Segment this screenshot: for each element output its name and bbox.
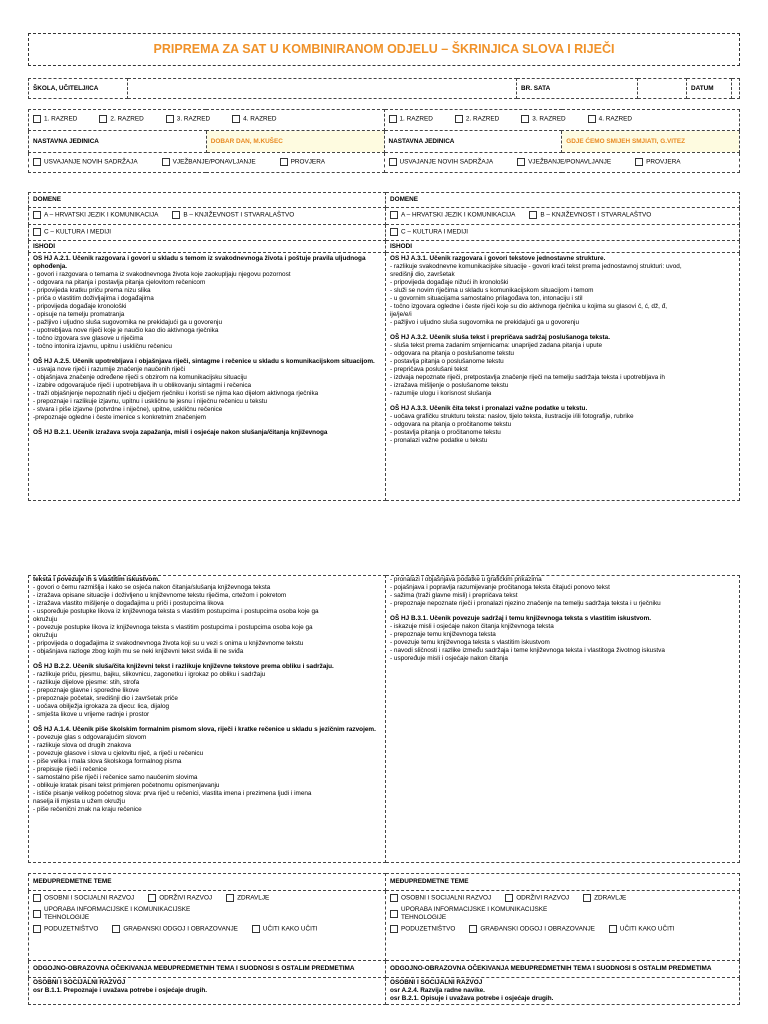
right-domain-row-2: [386, 225, 740, 241]
outcome-item: - sažima (traži glavne misli) i prepričava tekst: [390, 592, 518, 599]
outcome-item: - razlikuje dijelove pjesme: stih, strofa: [33, 679, 140, 686]
right-cross-ict[interactable]: UPORABA INFORMACIJSKE I KOMUNIKACIJSKE TEHNOLOGIJE: [390, 906, 735, 922]
outcome-item: naselja ili mjesta u užem okružju: [33, 798, 125, 805]
right-type-row: [384, 153, 740, 173]
outcome-item: okružuju: [33, 616, 58, 623]
outcome-item: - pripovijeda događaje kronološki: [33, 303, 127, 310]
outcome-item: - prepoznaje glavne i sporedne likove: [33, 687, 139, 694]
outcome-heading: OŠ HJ A.3.1. Učenik razgovara i govori tekstove jednostavne strukture.: [390, 255, 606, 262]
outcome-item: - pronalazi važne podatke u tekstu: [390, 437, 488, 444]
left-cross-entrepreneurship[interactable]: PODUZETNIŠTVO: [33, 925, 98, 934]
left-grade-4[interactable]: 4. RAZRED: [232, 115, 276, 124]
right-cross-sustainable[interactable]: ODRŽIVI RAZVOJ: [505, 894, 569, 903]
checkbox-icon: [389, 158, 397, 166]
outcome-item: - usvaja nove riječi i razumije značenje naučenih riječi: [33, 366, 186, 373]
left-type-check[interactable]: PROVJERA: [280, 158, 325, 167]
school-row: [28, 78, 740, 99]
outcome-item: - postavlja pitanja o poslušanome tekstu: [390, 358, 504, 365]
left-domains-label: DOMENE: [29, 193, 386, 208]
outcome-item: - objašnjava značenje određene riječi s obzirom na komunikacijsku situaciju: [33, 374, 247, 381]
outcome-item: - pojašnjava i popravlja razumijevanje pročitanoga teksta čitajući ponovo tekst: [390, 584, 610, 591]
right-grade-2[interactable]: 2. RAZRED: [455, 115, 499, 124]
outcome-heading: OŠ HJ A.2.5. Učenik upotrebljava i objašnjava riječi, sintagme i rečenice u skladu s komunikacijskom situacijom.: [33, 358, 375, 365]
checkbox-icon: [148, 894, 156, 902]
left-domain-b[interactable]: B – KNJIŽEVNOST I STVARALAŠTVO: [172, 211, 294, 220]
left-cross-civic[interactable]: GRAĐANSKI ODGOJ I OBRAZOVANJE: [112, 925, 238, 934]
outcome-item: - uspoređuje postupke likova iz književnoga teksta s vlastitim postupcima i postupcima osoba koje ga: [33, 608, 319, 615]
checkbox-icon: [588, 115, 596, 123]
right-expectations: OSOBNI I SOCIJALNI RAZVOJ osr A.2.4. Razvija radne navike. osr B.2.1. Opisuje i uvažava potrebe i osjećaje drugih.: [386, 978, 740, 1005]
left-domain-row-2: [29, 225, 386, 241]
outcome-item: - uočava grafičku strukturu teksta: naslov, tijelo teksta, ilustracije i/ili fotografije, rubrike: [390, 413, 634, 420]
right-grade-3[interactable]: 3. RAZRED: [521, 115, 565, 124]
left-expectations: OSOBNI I SOCIJALNI RAZVOJ osr B.1.1. Prepoznaje i uvažava potrebe i osjećaje drugih.: [29, 978, 386, 1005]
outcome-item: - povezuje glas s odgovarajućim slovom: [33, 734, 147, 741]
outcome-item: - prepoznaje i razlikuje izjavnu, upitnu i uskličnu te jesnu i niječnu rečenicu u tekstu: [33, 398, 268, 405]
outcome-item: - izražava opisane situacije i doživljeno u književnome tekstu riječima, crtežom i pokretom: [33, 592, 287, 599]
left-cross-options: [29, 891, 386, 961]
lesson-info-table: [28, 109, 740, 173]
right-cross-learn[interactable]: UČITI KAKO UČITI: [609, 925, 675, 934]
page-title: PRIPREMA ZA SAT U KOMBINIRANOM ODJELU – ŠKRINJICA SLOVA I RIJEČI: [28, 33, 740, 66]
outcome-item: - služi se novim riječima u skladu s komunikacijskom situacijom i temom: [390, 287, 594, 294]
outcome-heading: OŠ HJ B.3.1. Učenik povezuje sadržaj i temu književnoga teksta s vlastitim iskustvom.: [390, 615, 652, 622]
outcome-item: - pripovijeda o događajima iz svakodnevnoga života koji su u vezi s onima u književnome tekstu: [33, 640, 304, 647]
outcome-block: [33, 663, 381, 719]
left-cross-personal[interactable]: OSOBNI I SOCIJALNI RAZVOJ: [33, 894, 134, 903]
outcome-item: - postavlja pitanja o pročitanome tekstu: [390, 429, 501, 436]
outcome-block: [390, 334, 735, 398]
checkbox-icon: [390, 925, 398, 933]
outcome-item: - uočava obilježja igrokaza za djecu: lica, dijalog: [33, 703, 170, 710]
right-type-new[interactable]: USVAJANJE NOVIH SADRŽAJA: [389, 158, 494, 167]
checkbox-icon: [280, 158, 288, 166]
right-cross-entrepreneurship[interactable]: PODUZETNIŠTVO: [390, 925, 455, 934]
right-domains-label: DOMENE: [386, 193, 740, 208]
left-cross-label: MEĐUPREDMETNE TEME: [29, 874, 386, 891]
checkbox-icon: [33, 925, 41, 933]
outcome-item: - povezuje glasove i slova u cjelovitu riječ, a riječi u rečenicu: [33, 750, 204, 757]
outcome-item: - upotrebljava nove riječi koje je naučio kao dio aktivnoga rječnika: [33, 327, 219, 334]
left-type-practice[interactable]: VJEŽBANJE/PONAVLJANJE: [162, 158, 256, 167]
outcome-heading: OŠ HJ B.2.2. Učenik sluša/čita književni tekst i razlikuje književne tekstove prema obliku i sadržaju.: [33, 663, 334, 670]
outcome-item: - prepisuje riječi i rečenice: [33, 766, 107, 773]
checkbox-icon: [33, 115, 41, 123]
checkbox-icon: [390, 894, 398, 902]
outcomes-continued-table: [28, 575, 740, 863]
outcome-item: - točno izgovara ogledne i česte riječi koje su dio aktivnoga rječnika u kojima su glasovi č, ć, dž, đ,: [390, 303, 668, 310]
outcome-item: - pažljivo i uljudno sluša sugovornika ne prekidajući ga u govorenju: [390, 319, 579, 326]
left-grade-1[interactable]: 1. RAZRED: [33, 115, 77, 124]
checkbox-icon: [33, 158, 41, 166]
right-expectations-label: ODGOJNO-OBRAZOVNA OČEKIVANJA MEĐUPREDMETNIH TEMA I SUODNOSI S OSTALIM PREDMETIMA: [386, 961, 740, 978]
outcome-item: - opisuje na temelju promatranja: [33, 311, 125, 318]
checkbox-icon: [33, 211, 41, 219]
checkbox-icon: [505, 894, 513, 902]
left-type-new[interactable]: USVAJANJE NOVIH SADRŽAJA: [33, 158, 138, 167]
left-cross-health[interactable]: ZDRAVLJE: [226, 894, 269, 903]
outcome-item: - smješta likove u vrijeme radnje i prostor: [33, 711, 150, 718]
outcome-heading: OŠ HJ A.2.1. Učenik razgovara i govori u skladu s temom iz svakodnevnoga života i poštuje pravila uljudnoga ophođenja.: [33, 255, 366, 270]
outcome-block: [33, 429, 381, 437]
checkbox-icon: [609, 925, 617, 933]
left-outcomes-page2: [33, 576, 381, 861]
right-domain-b[interactable]: B – KNJIŽEVNOST I STVARALAŠTVO: [529, 211, 651, 220]
outcome-block: [390, 576, 735, 608]
left-cross-sustainable[interactable]: ODRŽIVI RAZVOJ: [148, 894, 212, 903]
outcome-item: - u govornim situacijama samostalno prilagođava ton, intonaciju i stil: [390, 295, 583, 302]
left-cross-learn[interactable]: UČITI KAKO UČITI: [252, 925, 318, 934]
outcome-item: - povezuje postupke likova iz književnoga teksta s vlastitim postupcima i postupcima osoba koje ga: [33, 624, 313, 631]
outcome-item: ije/je/e/i: [390, 311, 412, 318]
right-domain-c[interactable]: C – KULTURA I MEDIJI: [390, 228, 468, 237]
left-domain-row-1: [29, 208, 386, 225]
outcome-item: - odgovara na pitanja i postavlja pitanja cjelovitom rečenicom: [33, 279, 206, 286]
outcome-item: - izdvaja nepoznate riječi, pretpostavlja značenje riječi na temelju sadržaja teksta i upotrebljava ih: [390, 374, 665, 381]
checkbox-icon: [389, 115, 397, 123]
right-cross-personal[interactable]: OSOBNI I SOCIJALNI RAZVOJ: [390, 894, 491, 903]
checkbox-icon: [390, 228, 398, 236]
right-unit-value[interactable]: GDJE ĆEMO SMIJEH SMJIATI, G.VITEZ: [562, 131, 740, 153]
checkbox-icon: [162, 158, 170, 166]
outcome-item: -prepoznaje ogledne i česte imenice s konkretnim značenjem: [33, 414, 206, 421]
left-unit-value[interactable]: DOBAR DAN, M.KUŠEC: [206, 131, 384, 153]
outcome-item: - prepoznaje početak, središnji dio i završetak priče: [33, 695, 178, 702]
outcome-item: - prepoznaje nepoznate riječi i pronalazi njezino značenje na temelju sadržaja teksta i u rječniku: [390, 600, 661, 607]
outcome-item: središnji dio, završetak: [390, 271, 455, 278]
outcome-heading: OŠ HJ A.1.4. Učenik piše školskim formalnim pismom slova, riječi i kratke rečenice u skladu s jezičnim razvojem.: [33, 726, 376, 733]
checkbox-icon: [521, 115, 529, 123]
checkbox-icon: [232, 115, 240, 123]
checkbox-icon: [166, 115, 174, 123]
checkbox-icon: [469, 925, 477, 933]
right-outcomes-page1: [390, 255, 735, 499]
outcome-item: - stvara i piše izjavne (potvrdne i niječne), upitne, uskličnu rečenice: [33, 406, 223, 413]
checkbox-icon: [33, 910, 41, 918]
outcome-item: - govori o čemu razmišlja i kako se osjeća nakon čitanja/slušanja književnoga teksta: [33, 584, 271, 591]
outcome-item: - točno izgovara sve glasove u riječima: [33, 335, 144, 342]
outcome-item: - traži objašnjenje nepoznatih riječi u dječjem rječniku i koristi se njima kao dijelom aktivnoga rječnika: [33, 390, 319, 397]
domains-table: [28, 192, 740, 501]
checkbox-icon: [583, 894, 591, 902]
right-cross-label: MEĐUPREDMETNE TEME: [386, 874, 740, 891]
outcome-item: - iskazuje misli i osjećaje nakon čitanja književnoga teksta: [390, 623, 554, 630]
checkbox-icon: [390, 211, 398, 219]
left-grade-2[interactable]: 2. RAZRED: [99, 115, 143, 124]
outcome-item: - razumije ulogu i korisnost slušanja: [390, 390, 492, 397]
lesson-number-field[interactable]: [638, 79, 687, 99]
outcome-item: - izabire odgovarajuće riječi i upotrebljava ih u oblikovanju sintagmi i rečenica: [33, 382, 252, 389]
outcome-item: - razlikuje slova od drugih znakova: [33, 742, 132, 749]
outcome-item: - piše rečenični znak na kraju rečenice: [33, 806, 142, 813]
right-grade-row: [384, 110, 740, 131]
outcome-item: - razlikuje priču, pjesmu, bajku, slikovnicu, zagonetku i igrokaz po obliku i sadržaju: [33, 671, 266, 678]
date-field[interactable]: [732, 79, 740, 99]
checkbox-icon: [33, 894, 41, 902]
outcome-item: - odgovara na pitanja o poslušanome tekstu: [390, 350, 514, 357]
outcome-item: - pažljivo i uljudno sluša sugovornika ne prekidajući ga u govorenju: [33, 319, 222, 326]
right-unit-label: NASTAVNA JEDINICA: [384, 131, 562, 153]
outcome-item: - prepričava poslušani tekst: [390, 366, 468, 373]
checkbox-icon: [33, 228, 41, 236]
outcome-block: [33, 358, 381, 422]
school-teacher-field[interactable]: [128, 79, 517, 99]
right-grade-1[interactable]: 1. RAZRED: [389, 115, 433, 124]
outcome-block: [390, 615, 735, 663]
right-domain-a[interactable]: A – HRVATSKI JEZIK I KOMUNIKACIJA: [390, 211, 515, 220]
outcome-item: - odgovara na pitanja o pročitanome tekstu: [390, 421, 512, 428]
outcome-item: - povezuje temu književnoga teksta s vlastitim iskustvom: [390, 639, 550, 646]
checkbox-icon: [517, 158, 525, 166]
outcome-block: [33, 255, 381, 351]
outcome-heading: teksta i povezuje ih s vlastitim iskustvom.: [33, 576, 160, 583]
outcome-item: - piše velika i mala slova školskoga formalnog pisma: [33, 758, 182, 765]
outcome-block: [33, 576, 381, 656]
outcome-block: [390, 405, 735, 445]
school-teacher-label: ŠKOLA, UČITELJ/ICA: [29, 79, 128, 99]
outcome-item: - pripovijeda događaje nižući ih kronološki: [390, 279, 509, 286]
lesson-number-label: BR. SATA: [517, 79, 638, 99]
right-type-practice[interactable]: VJEŽBANJE/PONAVLJANJE: [517, 158, 611, 167]
outcome-item: okružuju: [33, 632, 58, 639]
right-cross-health[interactable]: ZDRAVLJE: [583, 894, 626, 903]
left-grade-row: [29, 110, 385, 131]
left-outcomes-label: ISHODI: [29, 241, 386, 253]
outcome-heading: OŠ HJ A.3.3. Učenik čita tekst i pronalazi važne podatke u tekstu.: [390, 405, 588, 412]
outcome-item: - sluša tekst prema zadanim smjernicama: unaprijed zadana pitanja i upute: [390, 342, 603, 349]
right-outcomes-page2: [390, 576, 735, 861]
outcome-block: [33, 726, 381, 814]
left-cross-ict[interactable]: UPORABA INFORMACIJSKE I KOMUNIKACIJSKE TEHNOLOGIJE: [33, 906, 381, 922]
checkbox-icon: [99, 115, 107, 123]
right-type-check[interactable]: PROVJERA: [635, 158, 680, 167]
right-domain-row-1: [386, 208, 740, 225]
outcome-item: - objašnjava razloge zbog kojih mu se neki književni tekst sviđa ili ne sviđa: [33, 648, 244, 655]
outcome-item: - točno intonira izjavnu, upitnu i uskličnu rečenicu: [33, 343, 172, 350]
checkbox-icon: [112, 925, 120, 933]
outcome-item: - govori i razgovara o temama iz svakodnevnoga života koje zaokupljaju njegovu pozornost: [33, 271, 291, 278]
outcome-block: [390, 255, 735, 327]
right-cross-options: [386, 891, 740, 961]
outcome-heading: OŠ HJ B.2.1. Učenik izražava svoja zapažanja, misli i osjećaje nakon slušanja/čitanja književnoga: [33, 429, 328, 436]
left-expectations-label: ODGOJNO-OBRAZOVNA OČEKIVANJA MEĐUPREDMETNIH TEMA I SUODNOSI S OSTALIM PREDMETIMA: [29, 961, 386, 978]
checkbox-icon: [635, 158, 643, 166]
checkbox-icon: [529, 211, 537, 219]
left-domain-c[interactable]: C – KULTURA I MEDIJI: [33, 228, 111, 237]
checkbox-icon: [252, 925, 260, 933]
outcome-heading: OŠ HJ A.3.2. Učenik sluša tekst i prepričava sadržaj poslušanoga teksta.: [390, 334, 610, 341]
outcome-item: - priča o vlastitim doživljajima i događajima: [33, 295, 154, 302]
outcome-item: - prepoznaje temu književnoga teksta: [390, 631, 496, 638]
left-outcomes-page1: [33, 255, 381, 499]
outcome-item: - pripovijeda kratku priču prema nizu slika: [33, 287, 151, 294]
outcome-item: - izražava vlastito mišljenje o događajima u priči i postupcima likova: [33, 600, 224, 607]
left-type-row: [29, 153, 385, 173]
outcome-item: - uspoređuje misli i osjećaje nakon čitanja: [390, 655, 508, 662]
checkbox-icon: [226, 894, 234, 902]
outcome-item: - navodi sličnosti i razlike između sadržaja i teme književnoga teksta i vlastitoga životnog iskustva: [390, 647, 665, 654]
outcome-item: - oblikuje kratak pisani tekst primjeren početnomu opismenjavanju: [33, 782, 220, 789]
outcome-item: - samostalno piše riječi i rečenice samo naučenim slovima: [33, 774, 198, 781]
left-domain-a[interactable]: A – HRVATSKI JEZIK I KOMUNIKACIJA: [33, 211, 158, 220]
left-unit-label: NASTAVNA JEDINICA: [29, 131, 207, 153]
right-grade-4[interactable]: 4. RAZRED: [588, 115, 632, 124]
date-label: DATUM: [687, 79, 732, 99]
checkbox-icon: [172, 211, 180, 219]
outcome-item: - izražava mišljenje o poslušanome tekstu: [390, 382, 509, 389]
cross-curricular-table: [28, 873, 740, 1005]
checkbox-icon: [390, 910, 398, 918]
outcome-item: - razlikuje svakodnevne komunikacijske situacije - govori kraći tekst prema jednostavnoj strukturi: uvod,: [390, 263, 682, 270]
checkbox-icon: [455, 115, 463, 123]
right-cross-civic[interactable]: GRAĐANSKI ODGOJ I OBRAZOVANJE: [469, 925, 595, 934]
left-grade-3[interactable]: 3. RAZRED: [166, 115, 210, 124]
outcome-item: - pronalazi i objašnjava podatke u grafičkim prikazima: [390, 576, 542, 583]
outcome-item: - ističe pisanje velikog početnog slova: prva riječ u rečenici, vlastita imena i prezimena ljudi i imena: [33, 790, 312, 797]
right-outcomes-label: ISHODI: [386, 241, 740, 253]
